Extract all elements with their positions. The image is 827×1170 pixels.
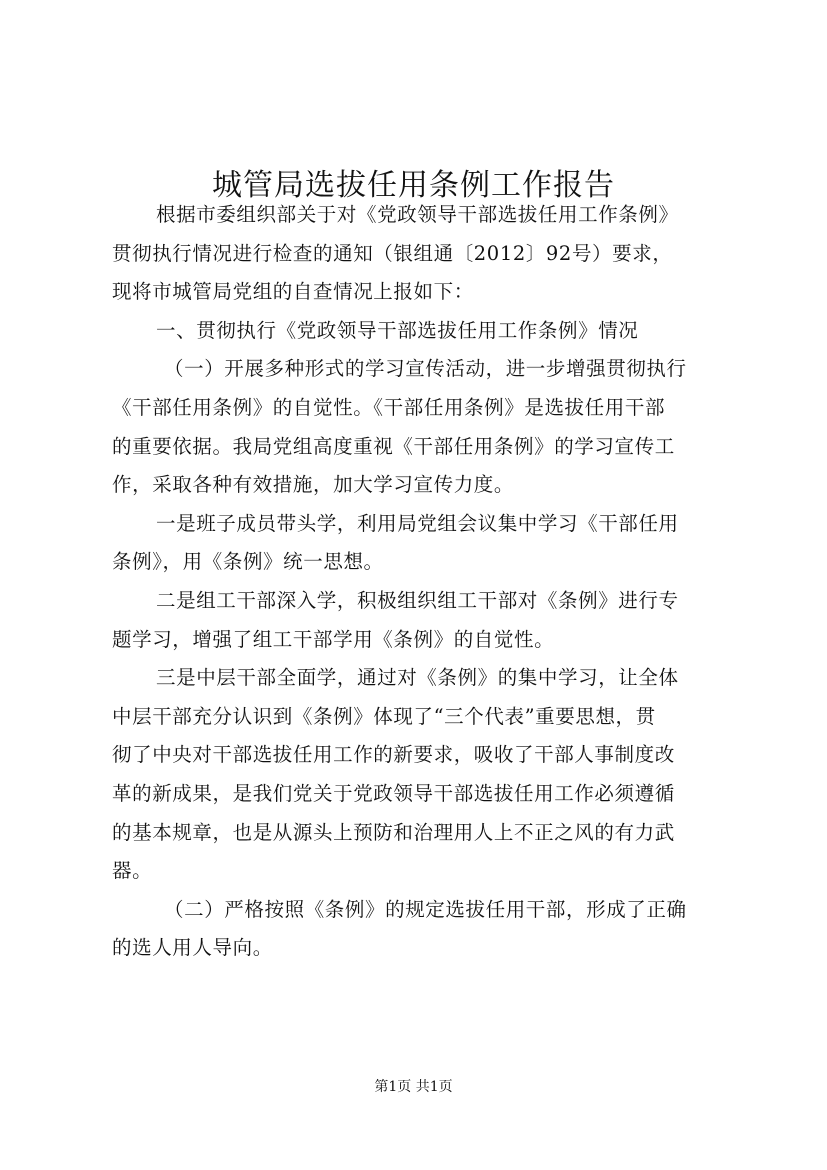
document-title: 城管局选拔任用条例工作报告 bbox=[212, 168, 615, 204]
body-line: 条例》，用《条例》统一思想。 bbox=[112, 550, 384, 574]
page-footer: 第1页 共1页 bbox=[374, 1079, 453, 1095]
body-line: 《干部任用条例》的自觉性。《干部任用条例》是选拔任用干部 bbox=[112, 395, 666, 419]
body-line: 一是班子成员带头学，利用局党组会议集中学习《干部任用 bbox=[156, 511, 679, 535]
body-line: 革的新成果，是我们党关于党政领导干部选拔任用工作必须遵循 bbox=[112, 781, 675, 805]
body-line: 根据市委组织部关于对《党政领导干部选拔任用工作条例》 bbox=[156, 203, 679, 226]
body-line: 的重要依据。我局党组高度重视《干部任用条例》的学习宣传工 bbox=[112, 434, 675, 458]
body-line: 三是中层干部全面学，通过对《条例》的集中学习，让全体 bbox=[156, 666, 679, 690]
subsection-heading: （二）严格按照《条例》的规定选拔任用干部，形成了正确 bbox=[164, 897, 687, 921]
body-line: 的选人用人导向。 bbox=[112, 936, 273, 960]
section-heading: 一、贯彻执行《党政领导干部选拔任用工作条例》情况 bbox=[156, 318, 639, 342]
body-line: 中层干部充分认识到《条例》体现了“三个代表”重要思想，贯 bbox=[112, 704, 656, 728]
body-line: 的基本规章，也是从源头上预防和治理用人上不正之风的有力武 bbox=[112, 820, 675, 844]
body-line: 题学习，增强了组工干部学用《条例》的自觉性。 bbox=[112, 627, 555, 651]
document-body bbox=[112, 196, 722, 968]
body-line: 贯彻执行情况进行检查的通知（银组通〔2012〕92号）要求， bbox=[112, 241, 673, 265]
body-line: 现将市城管局党组的自查情况上报如下： bbox=[112, 280, 474, 304]
body-line: 作，采取各种有效措施，加大学习宣传力度。 bbox=[112, 473, 515, 497]
body-line: 器。 bbox=[112, 859, 153, 883]
body-line: 二是组工干部深入学，积极组织组工干部对《条例》进行专 bbox=[156, 588, 679, 612]
subsection-heading: （一）开展多种形式的学习宣传活动，进一步增强贯彻执行 bbox=[164, 357, 687, 381]
body-line: 彻了中央对干部选拔任用工作的新要求，吸收了干部人事制度改 bbox=[112, 743, 675, 767]
